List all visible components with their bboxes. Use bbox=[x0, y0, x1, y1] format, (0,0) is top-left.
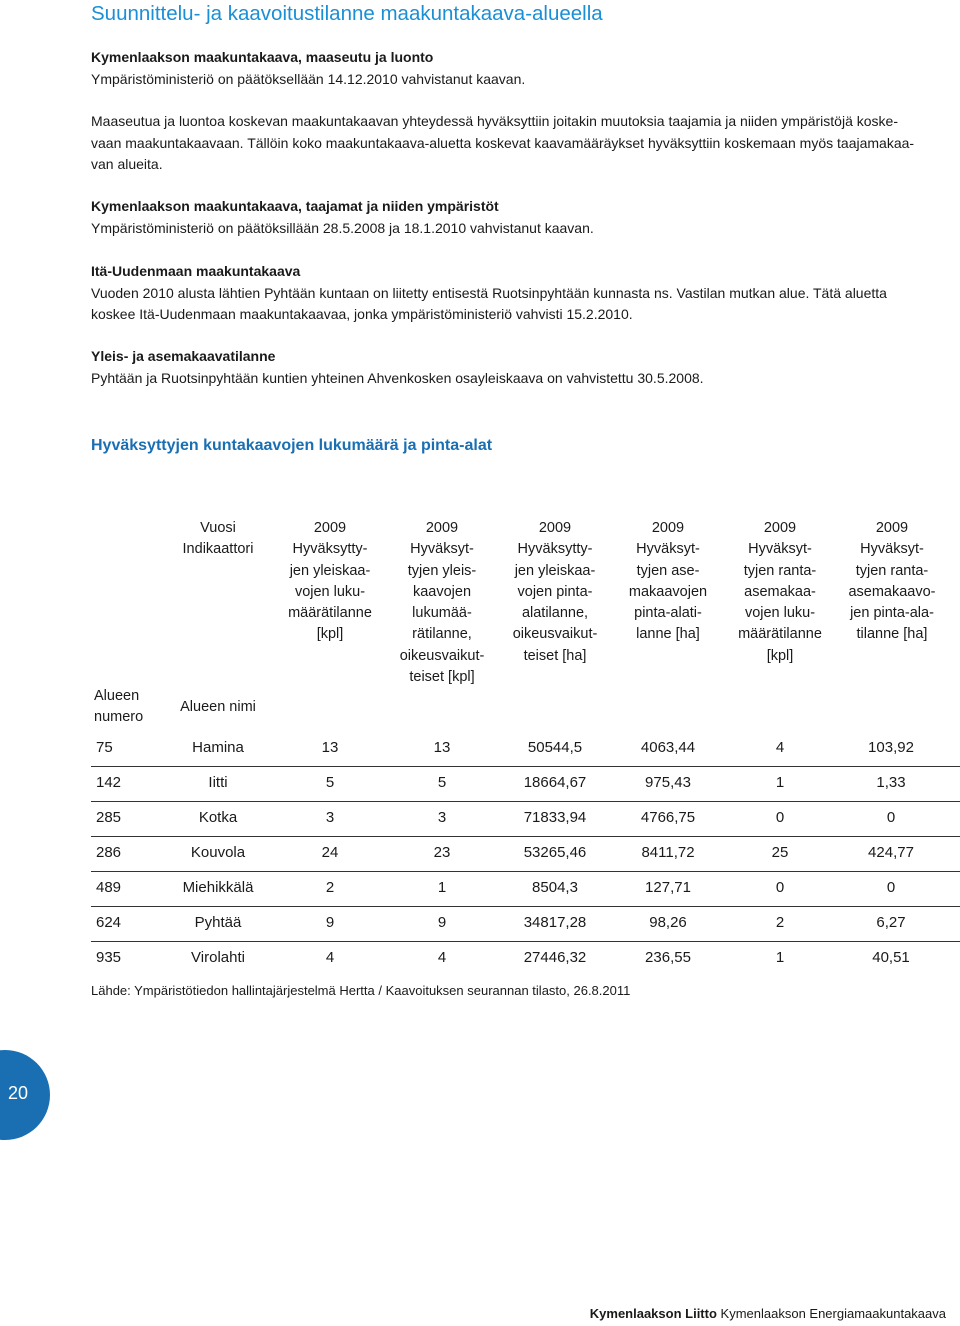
cell-value: 127,71 bbox=[645, 879, 691, 896]
header-col5 bbox=[612, 518, 724, 646]
cell-value: 6,27 bbox=[876, 914, 906, 931]
cell-value: 4 bbox=[775, 739, 785, 756]
cell-alueen-numero: 489 bbox=[96, 879, 122, 896]
cell-alueen-numero: 286 bbox=[96, 844, 122, 861]
cell-value: 0 bbox=[775, 809, 785, 826]
block-line: koskee Itä-Uudenmaan maakuntakaavaa, jonka ympäristöministeriö vahvisti 15.2.2010. bbox=[91, 306, 633, 322]
cell-value: 50544,5 bbox=[527, 739, 583, 756]
cell-alueen-nimi: Pyhtää bbox=[194, 914, 242, 931]
cell-alueen-numero: 624 bbox=[96, 914, 122, 931]
table-row bbox=[91, 766, 960, 802]
cell-value: 4 bbox=[325, 949, 335, 966]
cell-value: 23 bbox=[433, 844, 451, 861]
cell-value: 1,33 bbox=[876, 774, 906, 791]
header-line: jen yleiskaa- bbox=[289, 562, 371, 579]
header-col2 bbox=[274, 518, 386, 646]
header-line: Hyväksyt- bbox=[748, 541, 812, 558]
header-line: 2009 bbox=[313, 520, 347, 536]
header-line: tyjen yleis- bbox=[407, 562, 477, 579]
header-alueen-nimi bbox=[168, 697, 268, 718]
block-line: Ympäristöministeriö on päätöksillään 28.5.2008 ja 18.1.2010 vahvistanut kaavan. bbox=[91, 219, 594, 236]
table-row bbox=[91, 836, 960, 872]
header-line: Alueen nimi bbox=[180, 699, 256, 715]
cell-alueen-nimi: Iitti bbox=[208, 774, 228, 791]
page-title: Suunnittelu- ja kaavoitustilanne maakuntakaava-alueella bbox=[91, 2, 603, 25]
cell-value: 8504,3 bbox=[532, 879, 578, 896]
text-block-maaseutu bbox=[91, 47, 960, 90]
header-line: 2009 bbox=[875, 520, 909, 536]
cell-value: 9 bbox=[325, 914, 335, 931]
header-line: Hyväksyt- bbox=[410, 541, 474, 558]
header-col4 bbox=[498, 518, 612, 667]
block-line: vaan maakuntakaavaan. Tällöin koko maakuntakaava-aluetta koskevat kaavamääräykset hyväksyttiin koskemaan myös taajamakaa- bbox=[91, 134, 915, 151]
cell-value: 27446,32 bbox=[523, 949, 587, 966]
header-line: tyjen ranta- bbox=[743, 562, 817, 579]
header-line: tyjen ranta- bbox=[855, 562, 929, 579]
cell-alueen-numero: 935 bbox=[96, 949, 122, 966]
header-line: Hyväksyt- bbox=[860, 541, 924, 558]
footer bbox=[590, 1306, 946, 1321]
cell-alueen-nimi: Virolahti bbox=[191, 949, 245, 966]
table-title: Hyväksyttyjen kuntakaavojen lukumäärä ja pinta-alat bbox=[91, 437, 493, 454]
header-line: [kpl] bbox=[766, 647, 794, 664]
header-line: jen pinta-ala- bbox=[850, 605, 934, 622]
cell-value: 236,55 bbox=[645, 949, 691, 966]
cell-value: 9 bbox=[437, 914, 447, 931]
cell-value: 5 bbox=[325, 774, 335, 791]
table-row bbox=[91, 731, 960, 767]
header-line: Hyväksyt- bbox=[636, 541, 700, 558]
header-line: vojen pinta- bbox=[517, 583, 593, 600]
cell-value: 71833,94 bbox=[523, 809, 587, 826]
cell-value: 13 bbox=[433, 739, 451, 756]
header-line: teiset [ha] bbox=[523, 647, 587, 664]
block-heading: Kymenlaakson maakuntakaava, maaseutu ja luonto bbox=[91, 49, 434, 65]
header-line: jen yleiskaa- bbox=[514, 562, 596, 579]
cell-value: 13 bbox=[321, 739, 339, 756]
header-line: numero bbox=[94, 709, 144, 726]
cell-value: 24 bbox=[321, 844, 339, 861]
block-heading: Kymenlaakson maakuntakaava, taajamat ja niiden ympäristöt bbox=[91, 198, 499, 214]
text-block-yleiskaava bbox=[91, 346, 960, 389]
cell-value: 53265,46 bbox=[523, 844, 587, 861]
header-line: lanne [ha] bbox=[636, 626, 700, 643]
cell-alueen-nimi: Kotka bbox=[198, 809, 238, 826]
header-line: 2009 bbox=[763, 520, 797, 536]
cell-value: 18664,67 bbox=[523, 774, 587, 791]
header-line: vojen luku- bbox=[294, 583, 366, 600]
header-line: lukumää- bbox=[412, 605, 472, 622]
footer-organization: Kymenlaakson Liitto bbox=[589, 1306, 717, 1321]
cell-value: 98,26 bbox=[649, 914, 687, 931]
header-line: Indikaattori bbox=[182, 541, 254, 558]
cell-alueen-nimi: Hamina bbox=[192, 739, 244, 756]
header-line: alatilanne, bbox=[521, 605, 589, 622]
cell-value: 3 bbox=[437, 809, 447, 826]
cell-alueen-nimi: Kouvola bbox=[190, 844, 246, 861]
cell-value: 2 bbox=[775, 914, 785, 931]
header-line: 2009 bbox=[651, 520, 685, 536]
table-row bbox=[91, 871, 960, 907]
block-line: van alueita. bbox=[91, 156, 163, 172]
header-line: Hyväksytty- bbox=[292, 541, 368, 558]
header-alueen-numero bbox=[94, 686, 143, 729]
table-row bbox=[91, 941, 960, 976]
block-heading: Yleis- ja asemakaavatilanne bbox=[91, 348, 276, 364]
header-vuosi-indikaattori bbox=[168, 518, 268, 561]
header-line: Vuosi bbox=[200, 520, 236, 536]
header-line: makaavojen bbox=[628, 583, 708, 600]
cell-value: 25 bbox=[771, 844, 789, 861]
header-line: määrätilanne bbox=[288, 605, 372, 622]
header-line: asemakaavo- bbox=[848, 583, 936, 600]
cell-value: 0 bbox=[886, 809, 896, 826]
cell-value: 4063,44 bbox=[640, 739, 696, 756]
cell-value: 8411,72 bbox=[641, 844, 695, 861]
cell-value: 2 bbox=[325, 879, 335, 896]
table-row bbox=[91, 906, 960, 942]
cell-alueen-nimi: Miehikkälä bbox=[182, 879, 254, 896]
header-line: rätilanne, bbox=[412, 626, 472, 643]
header-col3 bbox=[386, 518, 498, 688]
header-line: vojen luku- bbox=[744, 605, 816, 622]
header-col6 bbox=[724, 518, 836, 667]
cell-value: 0 bbox=[775, 879, 785, 896]
block-line: Vuoden 2010 alusta lähtien Pyhtään kuntaan on liitetty entisestä Ruotsinpyhtään kunnasta ns. Vastilan mutkan alue. Tätä aluetta bbox=[91, 284, 887, 301]
cell-value: 0 bbox=[886, 879, 896, 896]
cell-value: 424,77 bbox=[868, 844, 914, 861]
header-line: Alueen bbox=[94, 688, 140, 704]
cell-value: 975,43 bbox=[645, 774, 691, 791]
cell-value: 4 bbox=[437, 949, 447, 966]
header-line: asemakaa- bbox=[744, 583, 816, 600]
header-line: 2009 bbox=[425, 520, 459, 536]
header-line: tyjen ase- bbox=[636, 562, 700, 579]
table-row bbox=[91, 801, 960, 837]
header-col7 bbox=[836, 518, 948, 646]
cell-value: 103,92 bbox=[868, 739, 914, 756]
cell-alueen-numero: 285 bbox=[96, 809, 122, 826]
cell-value: 5 bbox=[437, 774, 447, 791]
page-number: 20 bbox=[8, 1083, 29, 1103]
header-line: kaavojen bbox=[412, 583, 472, 600]
cell-value: 1 bbox=[775, 949, 785, 966]
block-heading: Itä-Uudenmaan maakuntakaava bbox=[91, 263, 301, 279]
header-line: oikeusvaikut- bbox=[512, 626, 598, 643]
cell-value: 1 bbox=[437, 879, 447, 896]
cell-value: 40,51 bbox=[872, 949, 910, 966]
cell-value: 1 bbox=[775, 774, 785, 791]
table-source-note: Lähde: Ympäristötiedon hallintajärjestelmä Hertta / Kaavoituksen seurannan tilasto, 26.8.2011 bbox=[91, 983, 631, 998]
header-line: Hyväksytty- bbox=[517, 541, 593, 558]
cell-alueen-numero: 75 bbox=[96, 739, 113, 756]
cell-alueen-numero: 142 bbox=[96, 774, 122, 791]
footer-publication: Kymenlaakson Energiamaakuntakaava bbox=[720, 1306, 946, 1321]
header-line: oikeusvaikut- bbox=[399, 647, 485, 664]
block-line: Maaseutua ja luontoa koskevan maakuntakaavan yhteydessä hyväksyttiin joitakin muutoksia taajamia ja niiden ympäristöjä koske- bbox=[91, 113, 898, 129]
header-line: määrätilanne bbox=[738, 626, 822, 643]
block-line: Ympäristöministeriö on päätöksellään 14.12.2010 vahvistanut kaavan. bbox=[91, 70, 526, 87]
block-line: Pyhtään ja Ruotsinpyhtään kuntien yhteinen Ahvenkosken osayleiskaava on vahvistettu 30.5.2008. bbox=[91, 369, 704, 386]
text-block-ita-uusimaa bbox=[91, 261, 960, 326]
text-block-taajamat bbox=[91, 196, 960, 239]
cell-value: 3 bbox=[325, 809, 335, 826]
header-line: pinta-alati- bbox=[634, 605, 702, 622]
text-block-maaseutu-paragraph bbox=[91, 111, 960, 176]
header-line: teiset [kpl] bbox=[409, 669, 475, 686]
header-line: 2009 bbox=[538, 520, 572, 536]
cell-value: 4766,75 bbox=[640, 809, 696, 826]
cell-value: 34817,28 bbox=[523, 914, 587, 931]
header-line: [kpl] bbox=[316, 626, 344, 643]
header-line: tilanne [ha] bbox=[856, 626, 928, 643]
